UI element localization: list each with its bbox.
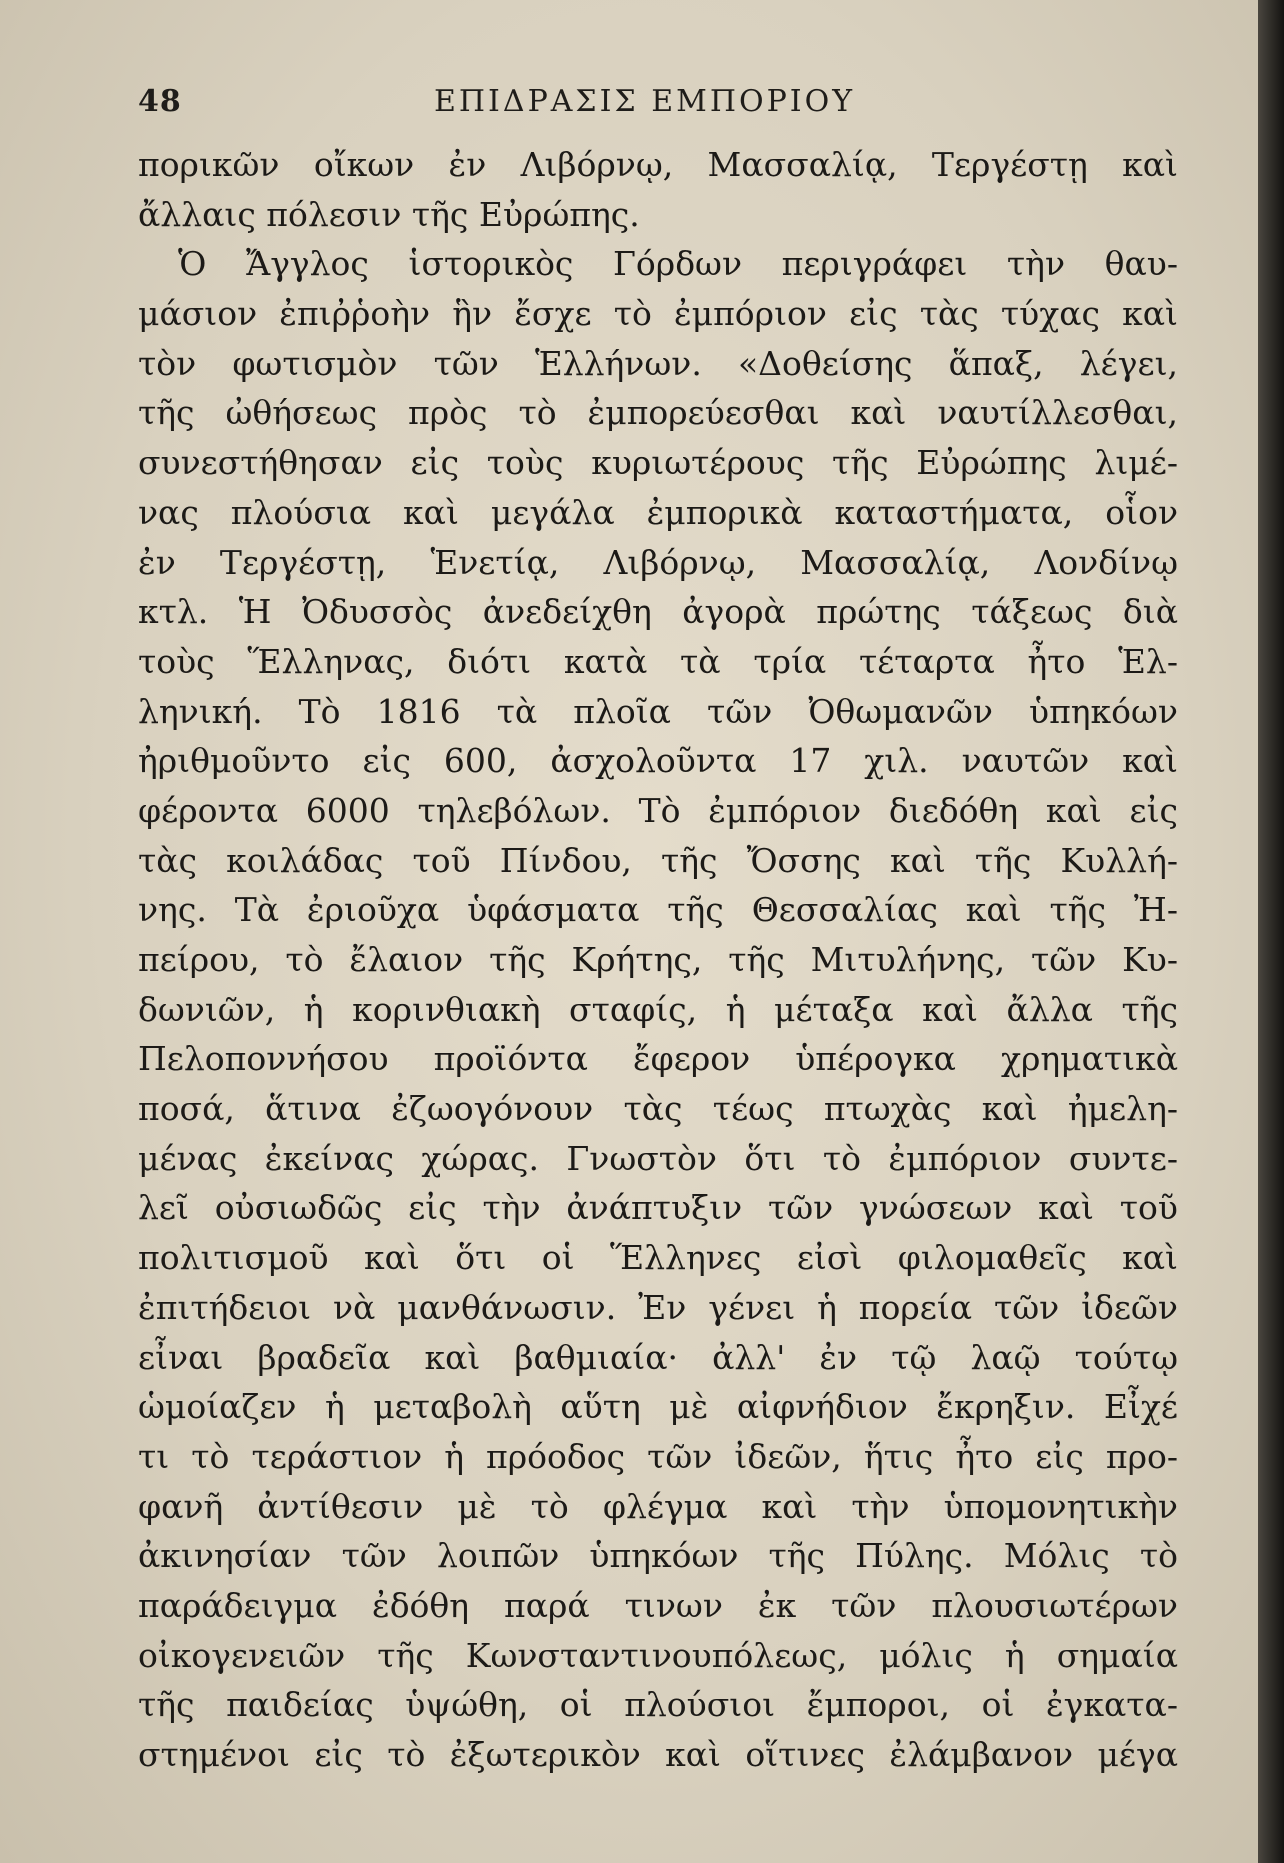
text-line: νας πλούσια καὶ μεγάλα ἐμπορικὰ καταστήματα, οἷον: [138, 492, 1178, 532]
text-line: στημένοι εἰς τὸ ἐξωτερικὸν καὶ οἵτινες ἐλάμβανον μέγα: [138, 1735, 1178, 1774]
text-line: λεῖ οὐσιωδῶς εἰς τὴν ἀνάπτυξιν τῶν γνώσεων καὶ τοῦ: [138, 1188, 1178, 1228]
text-line: ληνική. Τὸ 1816 τὰ πλοῖα τῶν Ὀθωμανῶν ὑπηκόων: [138, 691, 1178, 731]
text-line: τι τὸ τεράστιον ἡ πρόοδος τῶν ἰδεῶν, ἥτις ἦτο εἰς προ-: [138, 1436, 1178, 1476]
text-line: ἐπιτήδειοι νὰ μανθάνωσιν. Ἐν γένει ἡ πορεία τῶν ἰδεῶν: [138, 1287, 1178, 1327]
text-line: ἀκινησίαν τῶν λοιπῶν ὑπηκόων τῆς Πύλης. Μόλις τὸ: [138, 1536, 1178, 1576]
text-line: Ὁ Ἄγγλος ἱστορικὸς Γόρδων περιγράφει τὴν θαυ-: [178, 244, 1178, 284]
text-line: τὸν φωτισμὸν τῶν Ἑλλήνων. «Δοθείσης ἅπαξ, λέγει,: [138, 343, 1178, 383]
text-line: μένας ἐκείνας χώρας. Γνωστὸν ὅτι τὸ ἐμπόριον συντε-: [138, 1138, 1178, 1178]
page-header: [138, 78, 1178, 128]
text-line: πολιτισμοῦ καὶ ὅτι οἱ Ἕλληνες εἰσὶ φιλομαθεῖς καὶ: [138, 1238, 1178, 1278]
text-line: νης. Τὰ ἐριοῦχα ὑφάσματα τῆς Θεσσαλίας καὶ τῆς Ἠ-: [138, 890, 1178, 930]
text-line: φέροντα 6000 τηλεβόλων. Τὸ ἐμπόριον διεδόθη καὶ εἰς: [138, 790, 1178, 830]
text-line: οἰκογενειῶν τῆς Κωνσταντινουπόλεως, μόλις ἡ σημαία: [138, 1635, 1178, 1675]
page-edge-shadow: [1258, 0, 1284, 1863]
text-line: τὰς κοιλάδας τοῦ Πίνδου, τῆς Ὄσσης καὶ τῆς Κυλλή-: [138, 840, 1178, 880]
text-line: δωνιῶν, ἡ κορινθιακὴ σταφίς, ἡ μέταξα καὶ ἄλλα τῆς: [138, 989, 1178, 1029]
text-line: παράδειγμα ἐδόθη παρά τινων ἐκ τῶν πλουσιωτέρων: [138, 1585, 1178, 1625]
text-line: τοὺς Ἕλληνας, διότι κατὰ τὰ τρία τέταρτα ἦτο Ἑλ-: [138, 641, 1178, 681]
text-line: εἶναι βραδεῖα καὶ βαθμιαία· ἀλλ' ἐν τῷ λαῷ τούτῳ: [138, 1337, 1178, 1377]
text-line: πορικῶν οἴκων ἐν Λιβόρνῳ, Μασσαλίᾳ, Τεργέστῃ καὶ: [138, 145, 1178, 184]
text-line: ποσά, ἅτινα ἐζωογόνουν τὰς τέως πτωχὰς καὶ ἠμελη-: [138, 1089, 1178, 1129]
text-line: τῆς παιδείας ὑψώθη, οἱ πλούσιοι ἔμποροι, οἱ ἐγκατα-: [138, 1685, 1178, 1725]
text-line: ὡμοίαζεν ἡ μεταβολὴ αὕτη μὲ αἰφνήδιον ἔκρηξιν. Εἶχέ: [138, 1387, 1178, 1427]
text-line: τῆς ὠθήσεως πρὸς τὸ ἐμπορεύεσθαι καὶ ναυτίλλεσθαι,: [138, 393, 1178, 433]
running-title: ΕΠΙΔΡΑΣΙΣ ΕΜΠΟΡΙΟΥ: [434, 84, 856, 119]
text-line: ἠριθμοῦντο εἰς 600, ἀσχολοῦντα 17 χιλ. ναυτῶν καὶ: [138, 741, 1178, 781]
text-line: κτλ. Ἡ Ὀδυσσὸς ἀνεδείχθη ἀγορὰ πρώτης τάξεως διὰ: [138, 592, 1178, 632]
text-line: πείρου, τὸ ἔλαιον τῆς Κρήτης, τῆς Μιτυλήνης, τῶν Κυ-: [138, 940, 1178, 979]
page-number: 48: [138, 84, 182, 119]
text-line: ἄλλαις πόλεσιν τῆς Εὐρώπης.: [138, 194, 640, 234]
text-line: μάσιον ἐπιῤῥοὴν ἣν ἔσχε τὸ ἐμπόριον εἰς τὰς τύχας καὶ: [138, 294, 1178, 334]
text-line: φανῆ ἀντίθεσιν μὲ τὸ φλέγμα καὶ τὴν ὑπομονητικὴν: [138, 1486, 1178, 1526]
text-line: συνεστήθησαν εἰς τοὺς κυριωτέρους τῆς Εὐρώπης λιμέ-: [138, 443, 1178, 483]
text-line: ἐν Τεργέστῃ, Ἑνετίᾳ, Λιβόρνῳ, Μασσαλίᾳ, Λονδίνῳ: [138, 542, 1178, 582]
body-text: [138, 140, 1178, 1780]
text-line: Πελοποννήσου προϊόντα ἔφερον ὑπέρογκα χρηματικὰ: [138, 1039, 1178, 1079]
